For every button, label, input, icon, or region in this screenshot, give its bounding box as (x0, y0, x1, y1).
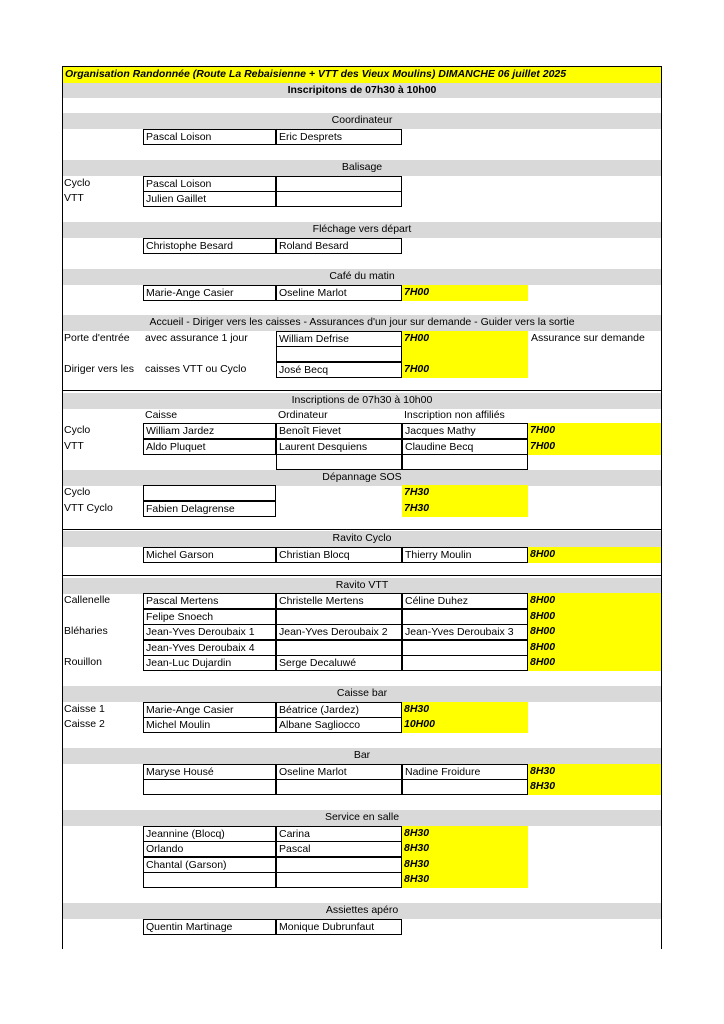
accueil-label-entree: Porte d'entrée (64, 332, 130, 344)
assiettes-name-2: Monique Dubrunfaut (276, 919, 402, 935)
cafe-time: 7H00 (402, 285, 528, 301)
ravito-vtt-r1-time: 8H00 (528, 593, 661, 609)
bar-r1-time: 8H30 (528, 764, 661, 780)
divider (63, 575, 661, 576)
service-r2-n1: Orlando (143, 841, 276, 857)
ravito-vtt-r1-n3: Céline Duhez (402, 593, 528, 609)
ravito-vtt-r3-n1: Jean-Yves Deroubaix 1 (143, 624, 276, 640)
service-r4-time: 8H30 (402, 872, 528, 888)
service-r3-time: 8H30 (402, 857, 528, 873)
col-header-caisse: Caisse (145, 409, 178, 421)
bar-r1-n1: Maryse Housé (143, 764, 276, 780)
inscriptions-time-cyclo: 7H00 (528, 423, 661, 439)
subtitle-text: Inscripitons de 07h30 à 10h00 (287, 83, 437, 96)
registration-hours-banner (63, 83, 661, 99)
ravito-vtt-r4-n2 (276, 640, 402, 656)
cafe-name-2: Oseline Marlot (276, 285, 402, 301)
ravito-vtt-r1-n2: Christelle Mertens (276, 593, 402, 609)
service-r4-n1 (143, 872, 276, 888)
service-r3-n1: Chantal (Garson) (143, 857, 276, 873)
schedule-sheet (62, 66, 662, 949)
inscriptions-time-vtt: 7H00 (528, 439, 661, 455)
inscriptions-ordinateur-vtt: Laurent Desquiens (276, 439, 402, 455)
service-r1-time: 8H30 (402, 826, 528, 842)
section-title: Café du matin (329, 270, 395, 282)
inscriptions-label-cyclo: Cyclo (64, 424, 91, 436)
section-bar-header (63, 748, 661, 764)
accueil-label-diriger: Diriger vers les (64, 363, 135, 375)
inscriptions-empty-ordinateur (276, 454, 402, 470)
accueil-desc-2: caisses VTT ou Cyclo (145, 363, 247, 375)
section-title: Accueil - Diriger vers les caisses - Assurances d'un jour sur demande - Guider vers la sortie (149, 316, 575, 328)
accueil-empty-1 (276, 346, 402, 362)
accueil-name-1: William Defrise (276, 331, 402, 347)
section-title: Assiettes apéro (325, 904, 399, 916)
caisse-bar-label-1: Caisse 1 (64, 703, 105, 715)
divider (63, 529, 661, 530)
ravito-vtt-r4-n3 (402, 640, 528, 656)
section-caisse-bar-header (63, 686, 661, 702)
caisse-bar-label-2: Caisse 2 (64, 718, 105, 730)
section-title: Dépannage SOS (322, 471, 402, 483)
cafe-name-1: Marie-Ange Casier (143, 285, 276, 301)
ravito-cyclo-time: 8H00 (528, 547, 661, 563)
ravito-vtt-r5-time: 8H00 (528, 655, 661, 671)
section-title: Inscriptions de 07h30 à 10h00 (291, 394, 433, 406)
section-title: Bar (353, 749, 371, 761)
balisage-name-vtt: Julien Gaillet (143, 191, 276, 207)
balisage-empty-cyclo (276, 176, 402, 192)
accueil-desc-1: avec assurance 1 jour (145, 332, 248, 344)
service-r1-n1: Jeannine (Blocq) (143, 826, 276, 842)
accueil-name-2: José Becq (276, 362, 402, 378)
section-coordinateur-header (63, 113, 661, 129)
ravito-cyclo-name-3: Thierry Moulin (402, 547, 528, 563)
ravito-vtt-r2-n1: Felipe Snoech (143, 609, 276, 625)
accueil-note: Assurance sur demande (531, 332, 645, 344)
inscriptions-ordinateur-cyclo: Benoît Fievet (276, 423, 402, 439)
bar-r2-time: 8H30 (528, 779, 661, 795)
service-r1-n2: Carina (276, 826, 402, 842)
ravito-vtt-r4-time: 8H00 (528, 640, 661, 656)
bar-r1-n2: Oseline Marlot (276, 764, 402, 780)
depannage-label-vtt-cyclo: VTT Cyclo (64, 502, 113, 514)
section-title: Fléchage vers départ (312, 223, 412, 235)
inscriptions-non-affilies-cyclo: Jacques Mathy (402, 423, 528, 439)
col-header-non-affilies: Inscription non affiliés (404, 409, 505, 421)
section-assiettes-header (63, 903, 661, 919)
bar-r2-n1 (143, 779, 276, 795)
inscriptions-label-vtt: VTT (64, 440, 84, 452)
section-cafe-header (63, 269, 661, 285)
title-text: Organisation Randonnée (Route La Rebaisienne + VTT des Vieux Moulins) DIMANCHE 06 juillet 2025 (65, 68, 567, 80)
accueil-time-2: 7H00 (402, 362, 528, 378)
caisse-bar-r2-time: 10H00 (402, 717, 528, 733)
ravito-cyclo-name-1: Michel Garson (143, 547, 276, 563)
ravito-vtt-r3-time: 8H00 (528, 624, 661, 640)
col-header-ordinateur: Ordinateur (278, 409, 328, 421)
flechage-name-2: Roland Besard (276, 238, 402, 254)
ravito-vtt-r2-n3 (402, 609, 528, 625)
section-accueil-header (63, 315, 661, 331)
inscriptions-empty-non-affilies (402, 454, 528, 470)
bar-r2-n2 (276, 779, 402, 795)
ravito-vtt-r3-n3: Jean-Yves Deroubaix 3 (402, 624, 528, 640)
flechage-name-1: Christophe Besard (143, 238, 276, 254)
ravito-vtt-label-bleharies: Bléharies (64, 625, 108, 637)
bar-r2-n3 (402, 779, 528, 795)
section-title: Caisse bar (336, 687, 388, 699)
inscriptions-caisse-cyclo: William Jardez (143, 423, 276, 439)
ravito-vtt-r5-n2: Serge Decaluwé (276, 655, 402, 671)
caisse-bar-r2-n2: Albane Sagliocco (276, 717, 402, 733)
section-depannage-header (63, 470, 661, 486)
service-r4-n2 (276, 872, 402, 888)
service-r2-n2: Pascal (276, 841, 402, 857)
section-title: Ravito Cyclo (332, 532, 392, 544)
section-balisage-header (63, 160, 661, 176)
balisage-empty-vtt (276, 191, 402, 207)
section-title: Balisage (341, 161, 383, 173)
caisse-bar-r1-n2: Béatrice (Jardez) (276, 702, 402, 718)
ravito-vtt-label-rouillon: Rouillon (64, 656, 102, 668)
inscriptions-caisse-vtt: Aldo Pluquet (143, 439, 276, 455)
depannage-time-vtt-cyclo: 7H30 (402, 501, 528, 517)
document-title (63, 67, 661, 83)
depannage-name-cyclo (143, 485, 276, 501)
ravito-vtt-r5-n1: Jean-Luc Dujardin (143, 655, 276, 671)
section-service-header (63, 810, 661, 826)
balisage-name-cyclo: Pascal Loison (143, 176, 276, 192)
section-ravito-vtt-header (63, 578, 661, 594)
assiettes-name-1: Quentin Martinage (143, 919, 276, 935)
ravito-vtt-r2-n2 (276, 609, 402, 625)
accueil-time-1: 7H00 (402, 331, 528, 347)
ravito-vtt-r4-n1: Jean-Yves Deroubaix 4 (143, 640, 276, 656)
section-ravito-cyclo-header (63, 531, 661, 547)
inscriptions-non-affilies-vtt: Claudine Becq (402, 439, 528, 455)
coordinateur-name-2: Eric Desprets (276, 129, 402, 145)
divider (63, 390, 661, 391)
caisse-bar-r2-n1: Michel Moulin (143, 717, 276, 733)
bar-r1-n3: Nadine Froidure (402, 764, 528, 780)
service-r3-n2 (276, 857, 402, 873)
coordinateur-name-1: Pascal Loison (143, 129, 276, 145)
accueil-time-fill (402, 346, 528, 362)
service-r2-time: 8H30 (402, 841, 528, 857)
ravito-vtt-r2-time: 8H00 (528, 609, 661, 625)
depannage-time-cyclo: 7H30 (402, 485, 528, 501)
section-inscriptions-header (63, 393, 661, 409)
caisse-bar-r1-time: 8H30 (402, 702, 528, 718)
ravito-vtt-r3-n2: Jean-Yves Deroubaix 2 (276, 624, 402, 640)
section-flechage-header (63, 222, 661, 238)
balisage-label-cyclo: Cyclo (64, 177, 91, 189)
balisage-label-vtt: VTT (64, 192, 84, 204)
ravito-vtt-label-callenelle: Callenelle (64, 594, 111, 606)
section-title: Coordinateur (331, 114, 393, 126)
depannage-label-cyclo: Cyclo (64, 486, 91, 498)
ravito-cyclo-name-2: Christian Blocq (276, 547, 402, 563)
ravito-vtt-r1-n1: Pascal Mertens (143, 593, 276, 609)
depannage-name-vtt-cyclo: Fabien Delagrense (143, 501, 276, 517)
section-title: Service en salle (324, 811, 400, 823)
section-title: Ravito VTT (335, 579, 389, 591)
ravito-vtt-r5-n3 (402, 655, 528, 671)
caisse-bar-r1-n1: Marie-Ange Casier (143, 702, 276, 718)
